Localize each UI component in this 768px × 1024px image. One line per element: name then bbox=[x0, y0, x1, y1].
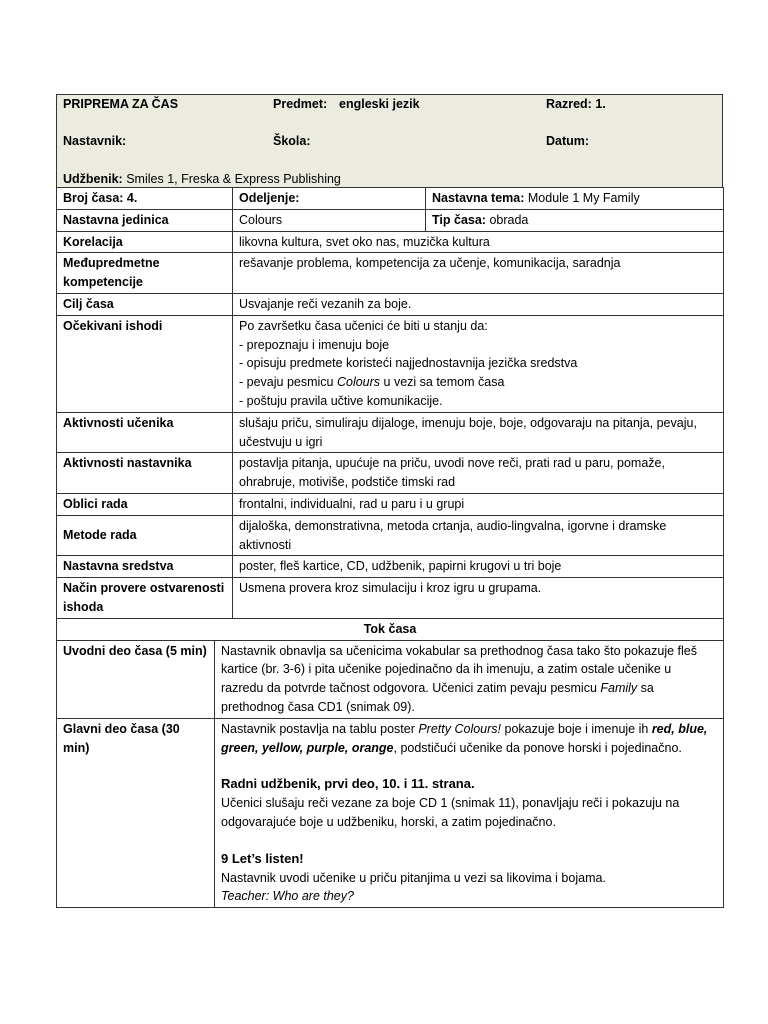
glavni-label: Glavni deo časa (30 min) bbox=[57, 718, 215, 907]
table-row bbox=[57, 578, 724, 619]
g1c: pokazuje boje i imenuje ih bbox=[501, 721, 652, 736]
medjupredmetne-label: Međupredmetne kompetencije bbox=[57, 253, 233, 294]
tok-casa-title: Tok časa bbox=[57, 618, 724, 640]
cilj-label: Cilj časa bbox=[57, 293, 233, 315]
table-row bbox=[57, 618, 724, 640]
priprema-title: PRIPREMA ZA ČAS bbox=[63, 97, 179, 111]
ishodi-line: - prepoznaju i imenuju boje bbox=[239, 337, 390, 352]
tema-label: Nastavna tema: bbox=[432, 191, 525, 205]
table-row bbox=[57, 556, 724, 578]
aktivnosti-ucenika-value: slušaju priču, simuliraju dijaloge, imenuju boje, boje, odgovaraju na pitanja, pevaju, učestvuju u igri bbox=[233, 412, 724, 453]
korelacija-label: Korelacija bbox=[57, 231, 233, 253]
broj-casa: Broj časa: 4. bbox=[57, 188, 233, 210]
sredstva-value: poster, fleš kartice, CD, udžbenik, papirni krugovi u tri boje bbox=[233, 556, 724, 578]
ishodi-value bbox=[233, 315, 724, 412]
g1a: Nastavnik postavlja na tablu poster bbox=[221, 721, 419, 736]
uvodni-text-b: Family bbox=[600, 681, 638, 696]
header-block bbox=[56, 94, 723, 188]
provera-label: Način provere ostvarenosti ishoda bbox=[57, 578, 233, 619]
udzbenik-line bbox=[63, 172, 341, 186]
g2-heading: Radni udžbenik, prvi deo, 10. i 11. strana. bbox=[221, 776, 475, 792]
odeljenje: Odeljenje: bbox=[233, 188, 426, 210]
aktivnosti-nastavnika-value: postavlja pitanja, upućuje na priču, uvodi nove reči, prati rad u paru, pomaže, ohrabruje, motiviše, podstiče timski rad bbox=[233, 453, 724, 494]
uvodni-text-a: Nastavnik obnavlja sa učenicima vokabular sa prethodnog časa tako što pokazuje fleš kartice (br. 3-6) i pita učenike pojedinačno da ih imenuju, a zatim ostale učenike u razredu da potvrde tačnost odgovora. Učenici zatim pevaju pesmicu bbox=[221, 643, 697, 696]
ishodi-l4b: Colours bbox=[336, 375, 381, 390]
skola-label: Škola: bbox=[273, 134, 311, 148]
jedinica-label: Nastavna jedinica bbox=[57, 209, 233, 231]
datum-label: Datum: bbox=[546, 134, 590, 148]
ishodi-line: - poštuju pravila učtive komunikacije. bbox=[239, 393, 443, 408]
tip-casa bbox=[426, 209, 724, 231]
table-row bbox=[57, 188, 724, 210]
ishodi-l4a: - pevaju pesmicu bbox=[239, 375, 337, 390]
predmet-value: engleski jezik bbox=[339, 97, 420, 111]
uvodni-label: Uvodni deo časa (5 min) bbox=[57, 640, 215, 718]
g2-text: Učenici slušaju reči vezane za boje CD 1 (snimak 11), ponavljaju reči i pokazuju na odgovarajuće boje u udžbeniku, horski, a zatim pojedinačno. bbox=[221, 796, 680, 829]
metode-value: dijaloška, demonstrativna, metoda crtanja, audio-lingvalna, igorvne i dramske aktivnosti bbox=[233, 515, 724, 556]
table-row bbox=[57, 209, 724, 231]
glavni-paragraph bbox=[221, 720, 717, 758]
table-row bbox=[57, 293, 724, 315]
uvodni-text bbox=[215, 640, 724, 718]
uvodni-text-c: sa prethodnog časa CD1 (snimak 09). bbox=[221, 681, 654, 714]
nastavnik-label: Nastavnik: bbox=[63, 134, 127, 148]
g3-text: Nastavnik uvodi učenike u priču pitanjima u vezi sa likovima i bojama. bbox=[221, 870, 606, 885]
medjupredmetne-value: rešavanje problema, kompetencija za učenje, komunikacija, saradnja bbox=[233, 253, 724, 294]
spacer bbox=[221, 832, 717, 850]
jedinica-value: Colours bbox=[233, 209, 426, 231]
tip-label: Tip časa: bbox=[432, 212, 486, 227]
lesson-plan-document bbox=[56, 94, 723, 908]
g1e: , podstičući učenike da ponove horski i pojedinačno. bbox=[393, 740, 682, 755]
oblici-value: frontalni, individualni, rad u paru i u grupi bbox=[233, 493, 724, 515]
g1d: red, blue, green, yellow, purple, orange bbox=[221, 721, 708, 755]
tema-value: Module 1 My Family bbox=[527, 191, 640, 205]
table-row bbox=[57, 718, 724, 907]
udzbenik-label: Udžbenik: bbox=[63, 172, 123, 186]
g1b: Pretty Colours! bbox=[418, 721, 502, 736]
predmet-label: Predmet: bbox=[273, 97, 328, 111]
table-row bbox=[57, 253, 724, 294]
ishodi-label: Očekivani ishodi bbox=[57, 315, 233, 412]
ishodi-l4c: u vezi sa temom časa bbox=[380, 375, 505, 390]
table-row bbox=[57, 231, 724, 253]
tip-value: obrada bbox=[489, 212, 529, 227]
table-row bbox=[57, 515, 724, 556]
aktivnosti-nastavnika-label: Aktivnosti nastavnika bbox=[57, 453, 233, 494]
ishodi-line: - opisuju predmete koristeći najjednostavnija jezička sredstva bbox=[239, 356, 578, 371]
g3-heading: 9 Let’s listen! bbox=[221, 850, 304, 866]
sredstva-label: Nastavna sredstva bbox=[57, 556, 233, 578]
razred: Razred: 1. bbox=[546, 97, 606, 111]
metode-label: Metode rada bbox=[57, 515, 233, 556]
provera-value: Usmena provera kroz simulaciju i kroz igru u grupama. bbox=[233, 578, 724, 619]
table-row bbox=[57, 640, 724, 718]
udzbenik-value: Smiles 1, Freska & Express Publishing bbox=[126, 172, 341, 186]
glavni-text bbox=[215, 718, 724, 907]
tok-casa-table bbox=[56, 618, 724, 908]
korelacija-value: likovna kultura, svet oko nas, muzička kultura bbox=[233, 231, 724, 253]
aktivnosti-ucenika-label: Aktivnosti učenika bbox=[57, 412, 233, 453]
oblici-label: Oblici rada bbox=[57, 493, 233, 515]
table-row bbox=[57, 412, 724, 453]
table-row bbox=[57, 493, 724, 515]
ishodi-line bbox=[239, 373, 717, 392]
g3-teacher: Teacher: Who are they? bbox=[221, 889, 354, 904]
info-table bbox=[56, 187, 724, 619]
cilj-value: Usvajanje reči vezanih za boje. bbox=[233, 293, 724, 315]
table-row bbox=[57, 453, 724, 494]
table-row bbox=[57, 315, 724, 412]
ishodi-line: Po završetku časa učenici će biti u stanju da: bbox=[239, 318, 488, 333]
nastavna-tema bbox=[426, 188, 724, 210]
spacer bbox=[221, 757, 717, 775]
